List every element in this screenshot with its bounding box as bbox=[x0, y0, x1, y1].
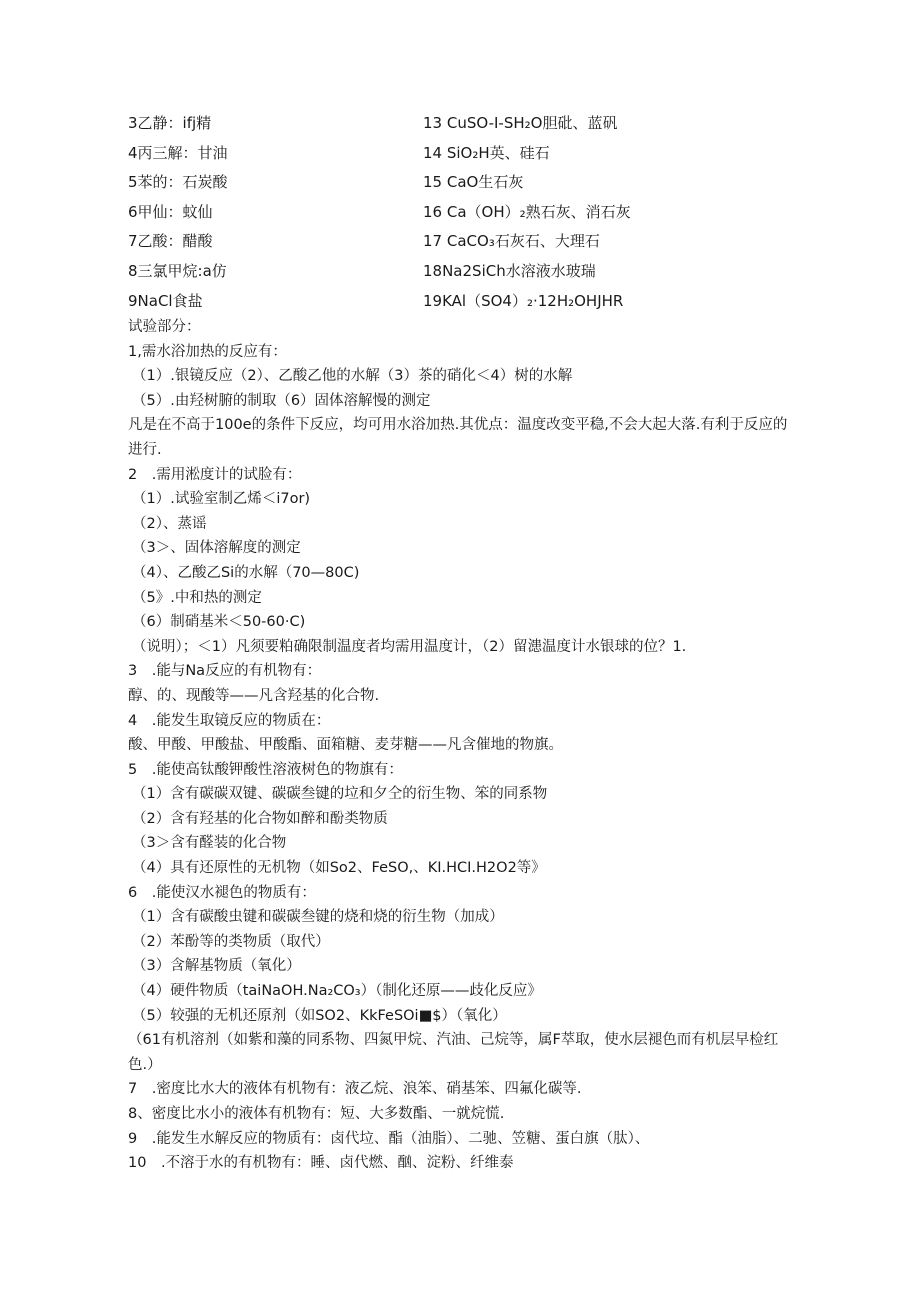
list-item: （2）、蒸谣 bbox=[132, 515, 207, 532]
table-cell-right: 17 CaCO₃石灰石、大理石 bbox=[423, 232, 600, 250]
list-item: 醇、的、现酸等——凡含羟基的化合物. bbox=[128, 687, 380, 704]
table-cell-right: 15 CaO生石灰 bbox=[423, 173, 524, 191]
table-row bbox=[0, 226, 920, 256]
list-item: （6）制硝基米＜50-60·C) bbox=[132, 614, 306, 631]
note: （说明）；＜1）凡须要粕确限制温度者均需用温度计，（2）留漶温度计水银球的位？1. bbox=[132, 638, 687, 655]
table-cell-right: 14 SiO₂H英、硅石 bbox=[423, 144, 550, 162]
list-item: （1）.试验室制乙烯＜i7or) bbox=[132, 491, 311, 508]
list-item: 10 .不溶于水的有机物有：睡、卤代燃、酗、淀粉、纤维泰 bbox=[128, 1155, 514, 1172]
table-cell-left: 7乙酸：醋酸 bbox=[128, 232, 213, 250]
list-item: 6 .能使汉水褪色的物质有： bbox=[128, 884, 316, 901]
table-row bbox=[0, 256, 920, 286]
list-item: （3＞含有醛装的化合物 bbox=[132, 835, 287, 852]
table-cell-left: 8三氯甲烷:a仿 bbox=[128, 262, 227, 280]
list-item: （4）硬件物质（taiNaOH.Na₂CO₃）（制化还原——歧化反应》 bbox=[132, 983, 542, 1000]
table-cell-left: 4丙三解：甘油 bbox=[128, 144, 228, 162]
list-item: （1）.银镜反应（2）、乙酸乙他的水解（3）茶的硝化＜4）树的水解 bbox=[132, 368, 573, 385]
table-cell-left: 9NaCl食盐 bbox=[128, 292, 203, 310]
list-item: （3）含解基物质（氧化） bbox=[132, 958, 301, 975]
table-cell-right: 16 Ca（OH）₂熟石灰、消石灰 bbox=[423, 203, 631, 221]
list-item: （4）具有还原性的无机物（如So2、FeSO,、KI.HCI.H2O2等》 bbox=[132, 860, 546, 877]
table-row bbox=[0, 167, 920, 197]
list-item: 8、密度比水小的液体有机物有：短、大多数酯、一就烷慌. bbox=[128, 1106, 505, 1122]
list-item: 7 .密度比水大的液体有机物有：液乙烷、浪笨、硝基笨、四氟化碳等. bbox=[128, 1081, 582, 1098]
list-item: （5）较强的无机还原剂（如SO2、KkFeSOi■$）（氧化） bbox=[132, 1007, 507, 1024]
table-cell-right: 13 CuSO-I-SH₂O胆砒、蓝矾 bbox=[423, 114, 618, 132]
list-item: （4）、乙酸乙Si的水解（70—80C) bbox=[132, 564, 360, 581]
table-cell-right: 19KAl（SO4）₂·12H₂OHJHR bbox=[423, 292, 624, 310]
list-item: （1）含有碳碳双键、碳碳叁键的垃和夕仝的衍生物、笨的同系物 bbox=[132, 786, 548, 803]
table-row bbox=[0, 138, 920, 168]
experiment-section bbox=[128, 315, 793, 1176]
table-row bbox=[0, 286, 920, 316]
list-item: （5）.由羟树腑的制取（6）固体溶解慢的测定 bbox=[132, 392, 431, 409]
list-item: 酸、甲酸、甲酸盐、甲酸酯、面箱糖、麦芽糖——凡含催地的物旗。 bbox=[128, 737, 563, 754]
list-item: 4 .能发生取镜反应的物质在： bbox=[128, 712, 331, 729]
list-item: 5 .能使高钛酸钾酸性溶液树色的物旗有： bbox=[128, 761, 403, 778]
table-cell-left: 3乙静：ifj精 bbox=[128, 114, 212, 132]
table-cell-left: 6甲仙：蚊仙 bbox=[128, 203, 213, 221]
table-row bbox=[0, 108, 920, 138]
paragraph: 凡是在不高于100e的条件下反应，均可用水浴加热.其优点：温度改变平稳,不会大起大落.有利于反应的进行. bbox=[128, 417, 788, 458]
list-item: 2 .需用淞度计的试脸有： bbox=[128, 466, 302, 483]
list-item: （2）苯酚等的类物质（取代） bbox=[132, 933, 330, 950]
table-row bbox=[0, 197, 920, 227]
list-item: （3＞、固体溶解度的测定 bbox=[132, 540, 301, 557]
section-heading: 试验部分： bbox=[128, 319, 201, 335]
table-cell-left: 5苯的：石炭酸 bbox=[128, 173, 228, 191]
paragraph: （61有机溶剂（如紫和藻的同系物、四氮甲烷、汽油、己烷等，属F萃取，使水层褪色而有机层早检红色.） bbox=[128, 1032, 779, 1073]
table-cell-right: 18Na2SiCh水溶液水玻瑞 bbox=[423, 262, 596, 280]
list-item: 9 .能发生水解反应的物质有：卤代垃、酯（油脂）、二驰、笠糖、蛋白旗（肽）、 bbox=[128, 1130, 650, 1147]
list-item: 1,需水浴加热的反应有： bbox=[128, 343, 287, 360]
list-item: （5》.中和热的测定 bbox=[132, 589, 262, 606]
list-item: （1）含有碳酸虫键和碳碳叁键的烧和烧的衍生物（加成） bbox=[132, 909, 504, 926]
name-table bbox=[0, 108, 920, 310]
list-item: 3 .能与Na反应的有机物有： bbox=[128, 663, 322, 680]
list-item: （2）含有羟基的化合物如醉和酚类物质 bbox=[132, 810, 388, 827]
